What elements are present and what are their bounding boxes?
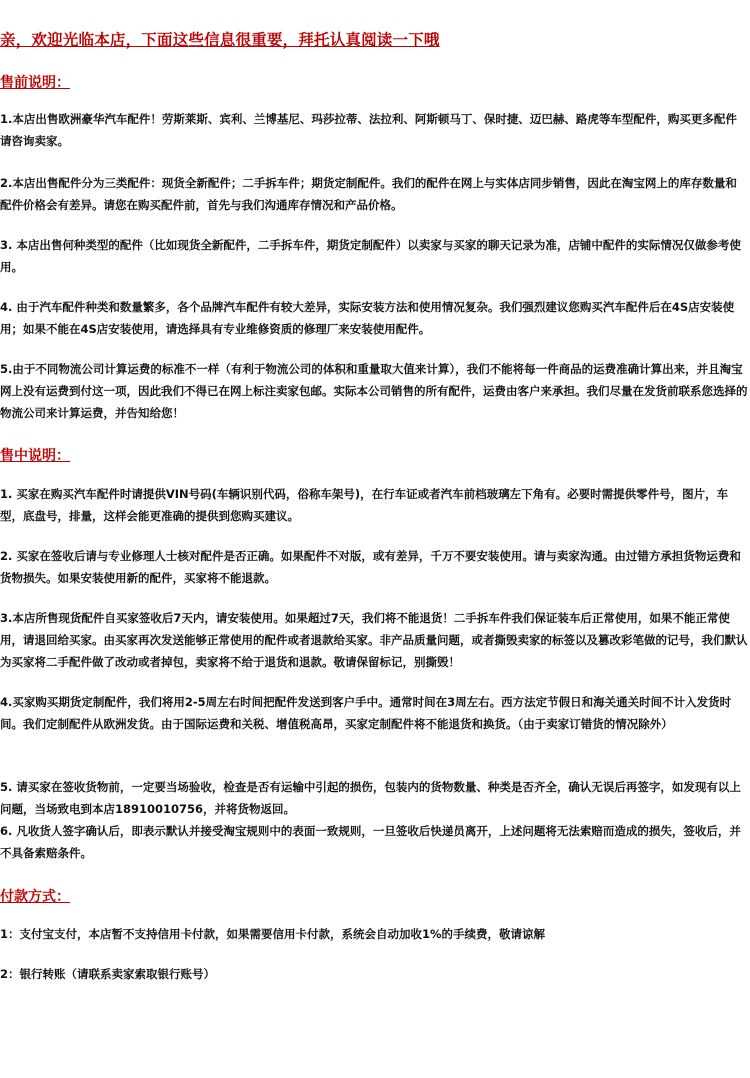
insale-item-5: 5. 请买家在签收货物前，一定要当场验收，检查是否有运输中引起的损伤，包装内的货物数量、种类是否齐全，确认无误后再签字，如发现有以上问题，当场致电到本店18910010756，并将货物返回。: [0, 780, 741, 816]
insale-item-6: 6. 凡收货人签字确认后，即表示默认并接受淘宝规则中的表面一致规则，一旦签收后快递员离开，上述问题将无法索赔而造成的损失，签收后，并不具备索赔条件。: [0, 824, 741, 860]
insale-title: 售中说明：: [0, 448, 70, 464]
presale-item-4: 4. 由于汽车配件种类和数量繁多，各个品牌汽车配件有较大差异，实际安装方法和使用情况复杂。我们强烈建议您购买汽车配件后在4S店安装使用；如果不能在4S店安装使用，请选择具有专业维修资质的修理厂来安装使用配件。: [0, 300, 735, 336]
insale-item-2: 2. 买家在签收后请与专业修理人士核对配件是否正确。如果配件不对版，或有差异，千万不要安装使用。请与卖家沟通。由过错方承担货物运费和货物损失。如果安装使用新的配件，买家将不能退款。: [0, 549, 741, 585]
payment-item-2: 2：银行转账（请联系卖家索取银行账号）: [0, 967, 215, 981]
insale-item-4: 4.买家购买期货定制配件，我们将用2-5周左右时间把配件发送到客户手中。通常时间在3周左右。西方法定节假日和海关通关时间不计入发货时间。我们定制配件从欧洲发货。由于国际运费和关税、增值税高昂，买家定制配件将不能退货和换货。（由于卖家订错货的情况除外）: [0, 695, 732, 731]
payment-item-1: 1：支付宝支付，本店暂不支持信用卡付款，如果需要信用卡付款，系统会自动加收1%的手续费，敬请谅解: [0, 927, 546, 941]
presale-item-1: 1.本店出售欧洲豪华汽车配件！劳斯莱斯、宾利、兰博基尼、玛莎拉蒂、法拉利、阿斯顿马丁、保时捷、迈巴赫、路虎等车型配件，购买更多配件请咨询卖家。: [0, 112, 737, 148]
insale-item-3: 3.本店所售现货配件自买家签收后7天内，请安装使用。如果超过7天，我们将不能退货！二手拆车件我们保证装车后正常使用，如果不能正常使用，请退回给买家。由买家再次发送能够正常使用的配件或者退款给买家。非产品质量问题，或者撕毁卖家的标签以及篡改彩笔做的记号，我们默认为买家将二手配件做了改动或者掉包，卖家将不给于退货和退款。敬请保留标记，别撕毁！: [0, 611, 748, 669]
payment-title: 付款方式：: [0, 889, 70, 905]
presale-item-3: 3. 本店出售何种类型的配件（比如现货全新配件，二手拆车件，期货定制配件）以卖家与买家的聊天记录为准，店铺中配件的实际情况仅做参考使用。: [0, 238, 741, 274]
presale-item-2: 2.本店出售配件分为三类配件：现货全新配件；二手拆车件；期货定制配件。我们的配件在网上与实体店同步销售，因此在淘宝网上的库存数量和配件价格会有差异。请您在购买配件前，首先与我们沟通库存情况和产品价格。: [0, 176, 737, 212]
insale-item-1: 1. 买家在购买汽车配件时请提供VIN号码(车辆识别代码，俗称车架号)，在行车证或者汽车前档玻璃左下角有。必要时需提供零件号，图片，车型，底盘号，排量，这样会能更准确的提供到您购买建议。: [0, 487, 729, 523]
welcome-headline: 亲，欢迎光临本店，下面这些信息很重要，拜托认真阅读一下哦: [0, 31, 440, 49]
presale-item-5: 5.由于不同物流公司计算运费的标准不一样（有利于物流公司的体积和重量取大值来计算），我们不能将每一件商品的运费准确计算出来，并且淘宝网上没有运费到付这一项，因此我们不得已在网上标注卖家包邮。实际本公司销售的所有配件，运费由客户来承担。我们尽量在发货前联系您选择的物流公司来计算运费，并告知给您！: [0, 362, 748, 420]
presale-title: 售前说明：: [0, 75, 70, 91]
